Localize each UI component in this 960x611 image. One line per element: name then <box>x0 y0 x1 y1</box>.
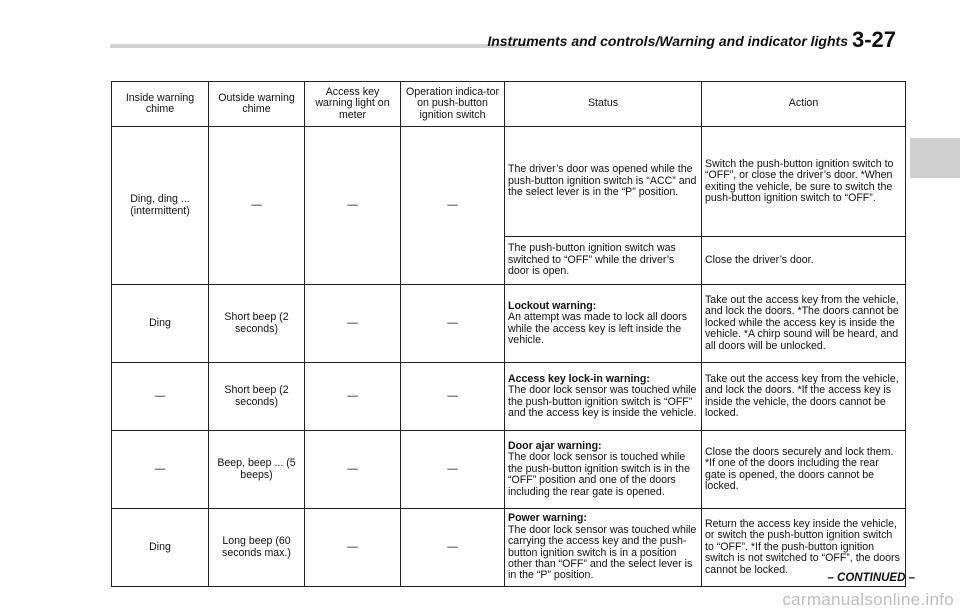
section-title: Instruments and controls/Warning and indicator lights <box>487 33 848 49</box>
action-cell: Close the doors securely and lock them. *If one of the doors including the rear gate is opened, the doors cannot be locked. <box>702 431 906 509</box>
col-header-status: Status <box>505 82 702 127</box>
status-title: Lockout warning: <box>508 299 597 312</box>
action-cell: Return the access key inside the vehicle, or switch the push-button ignition switch to “OFF”. *If the push-button ignition switch is not switched to “OFF”, the doors cannot be locked. <box>702 509 906 587</box>
action-cell: Close the driver’s door. <box>702 237 906 285</box>
status-title: Power warning: <box>508 512 587 525</box>
col-header-action: Action <box>702 82 906 127</box>
status-cell <box>505 285 702 363</box>
action-cell: Take out the access key from the vehicle, and lock the doors. *The doors cannot be locked while the access key is inside the vehicle. *A chirp sound will be heard, and all doors will be unlocked. <box>702 285 906 363</box>
access-key-light-cell: — <box>305 363 401 431</box>
operation-indicator-cell: — <box>401 127 505 285</box>
table-header-row <box>112 82 906 127</box>
operation-indicator-cell: — <box>401 509 505 587</box>
col-header-operation-indicator: Operation indica-tor on push-button ignition switch <box>401 82 505 127</box>
table-row <box>112 285 906 363</box>
access-key-light-cell: — <box>305 127 401 285</box>
col-header-outside-chime: Outside warning chime <box>209 82 305 127</box>
continued-label: – CONTINUED – <box>827 572 915 584</box>
access-key-light-cell: — <box>305 431 401 509</box>
status-text: The door lock sensor is touched while the push-button ignition switch is in the “OFF” position and one of the doors including the rear gate is opened. <box>508 451 690 498</box>
status-text: An attempt was made to lock all doors while the access key is left inside the vehicle. <box>508 311 688 346</box>
outside-chime-cell: Short beep (2 seconds) <box>209 285 305 363</box>
outside-chime-cell: Short beep (2 seconds) <box>209 363 305 431</box>
inside-chime-cell: Ding <box>112 509 209 587</box>
access-key-light-cell: — <box>305 509 401 587</box>
operation-indicator-cell: — <box>401 285 505 363</box>
outside-chime-cell: — <box>209 127 305 285</box>
operation-indicator-cell: — <box>401 363 505 431</box>
chapter-tab <box>910 138 960 178</box>
action-cell: Switch the push-button ignition switch to “OFF”, or close the driver’s door. *When exiting the vehicle, be sure to switch the push-button ignition switch to “OFF”. <box>702 127 906 237</box>
header-rule <box>110 44 530 48</box>
status-text: The push-button ignition switch was switched to “OFF” while the driver’s door is open. <box>508 242 676 278</box>
table-row <box>112 127 906 237</box>
col-header-access-key-light: Access key warning light on meter <box>305 82 401 127</box>
table-row <box>112 363 906 431</box>
outside-chime-cell: Long beep (60 seconds max.) <box>209 509 305 587</box>
page-number: 3-27 <box>851 27 896 52</box>
inside-chime-cell: Ding <box>112 285 209 363</box>
status-cell <box>505 127 702 237</box>
inside-chime-cell: — <box>112 431 209 509</box>
status-text: The door lock sensor was touched while the push-button ignition switch is “OFF” and the access key is inside the vehicle. <box>508 384 697 419</box>
status-text: The door lock sensor was touched while carrying the access key and the push-button ignition switch is in a position other than “OFF” and the select lever is in the “P” position. <box>508 523 697 582</box>
status-cell <box>505 509 702 587</box>
watermark: carmanualsonline.info <box>782 590 954 609</box>
inside-chime-cell: Ding, ding ... (intermittent) <box>112 127 209 285</box>
col-header-inside-chime: Inside warning chime <box>112 82 209 127</box>
table-row <box>112 509 906 587</box>
status-text: The driver’s door was opened while the push-button ignition switch is “ACC” and the select lever is in the “P” position. <box>508 163 697 199</box>
access-key-light-cell: — <box>305 285 401 363</box>
status-cell <box>505 431 702 509</box>
status-cell <box>505 237 702 285</box>
inside-chime-cell: — <box>112 363 209 431</box>
warning-table <box>111 81 906 587</box>
operation-indicator-cell: — <box>401 431 505 509</box>
status-title: Door ajar warning: <box>508 439 602 452</box>
status-title: Access key lock-in warning: <box>508 372 650 385</box>
status-cell <box>505 363 702 431</box>
outside-chime-cell: Beep, beep ... (5 beeps) <box>209 431 305 509</box>
action-cell: Take out the access key from the vehicle, and lock the doors. *If the access key is inside the vehicle, the doors cannot be locked. <box>702 363 906 431</box>
table-row <box>112 431 906 509</box>
